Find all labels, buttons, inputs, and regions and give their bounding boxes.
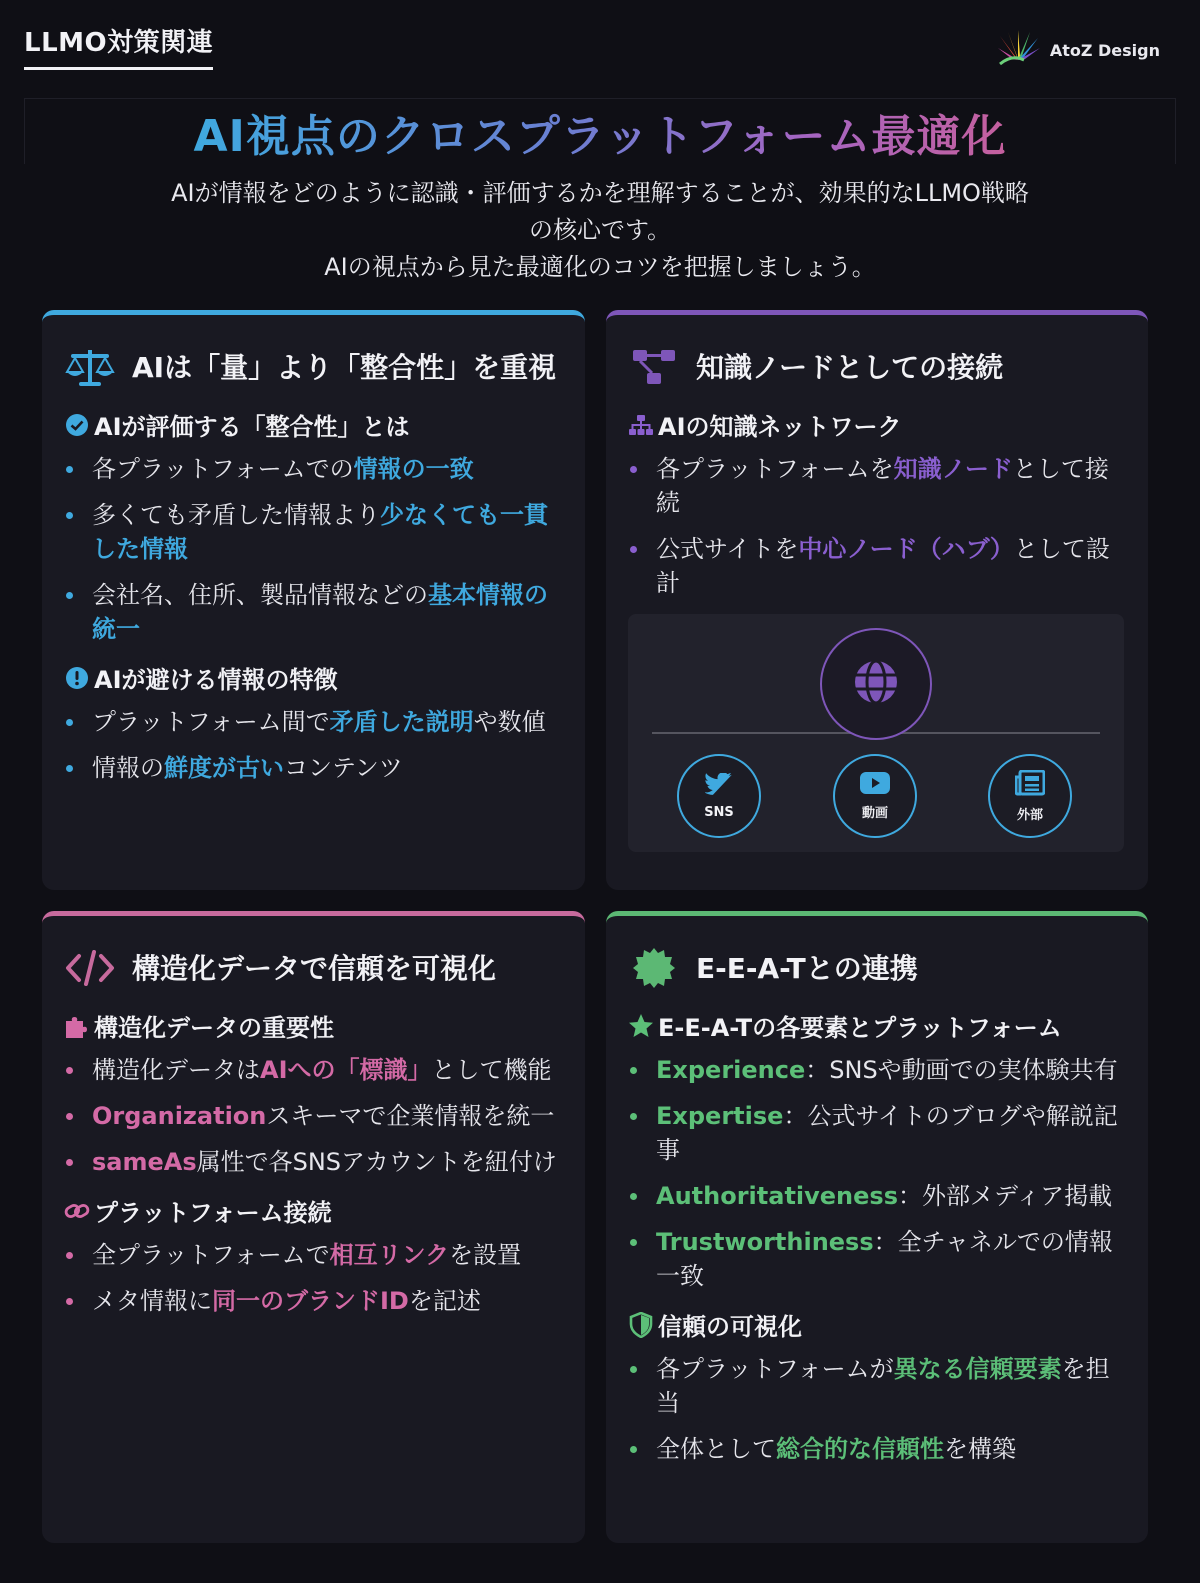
subheading-text: E-E-A-Tの各要素とプラットフォーム <box>658 1014 1062 1042</box>
list-item: Expertise：公式サイトのブログや解説記事 <box>656 1099 1126 1167</box>
subheading <box>628 1307 1126 1342</box>
list-item: 公式サイトを中心ノード（ハブ）として設計 <box>656 532 1126 600</box>
subheading <box>64 660 563 695</box>
highlight-text: 鮮度が古い <box>164 754 284 782</box>
intro-line: の核心です。 <box>528 216 672 244</box>
highlight-text: 情報の一致 <box>353 455 474 483</box>
list-item: 情報の鮮度が古いコンテンツ <box>92 751 563 785</box>
list-item: Organizationスキーマで企業情報を統一 <box>92 1099 563 1133</box>
check-circle-icon <box>64 412 90 438</box>
bullet-list <box>628 1053 1126 1293</box>
highlight-text: Experience <box>656 1056 806 1084</box>
list-item: 各プラットフォームを知識ノードとして接続 <box>656 452 1126 520</box>
card-title: 構造化データで信頼を可視化 <box>132 951 497 985</box>
certificate-icon <box>628 942 680 994</box>
list-item: 会社名、住所、製品情報などの基本情報の統一 <box>92 578 563 646</box>
list-item: Experience：SNSや動画での実体験共有 <box>656 1053 1126 1087</box>
twitter-icon <box>705 773 733 801</box>
sitemap-icon <box>628 412 654 438</box>
highlight-text: 相互リンク <box>329 1241 450 1269</box>
list-item: Trustworthiness：全チャネルでの情報一致 <box>656 1225 1126 1293</box>
list-item: 全体として総合的な信頼性を構築 <box>656 1432 1126 1466</box>
hub-node <box>820 628 932 740</box>
bullet-list <box>64 452 563 646</box>
highlight-text: Authoritativeness <box>656 1182 898 1210</box>
card-eeat <box>606 911 1148 1543</box>
subheading-text: AIが評価する「整合性」とは <box>94 413 410 441</box>
highlight-text: 総合的な信頼性 <box>776 1435 944 1463</box>
card-title: E-E-A-Tとの連携 <box>696 951 918 985</box>
card-consistency <box>42 310 585 890</box>
card-knowledge-node <box>606 310 1148 890</box>
card-header <box>64 942 563 994</box>
card-title: 知識ノードとしての接続 <box>696 350 1004 384</box>
highlight-text: 同一のブランドID <box>212 1287 409 1315</box>
highlight-text: Organization <box>92 1102 267 1130</box>
globe-icon <box>852 658 900 710</box>
intro-line: AIが情報をどのように認識・評価するかを理解することが、効果的なLLMO戦略 <box>171 179 1029 207</box>
balance-scale-icon <box>64 341 116 393</box>
node-label: 動画 <box>861 805 888 821</box>
subheading-text: 構造化データの重要性 <box>94 1014 334 1042</box>
list-item: 各プラットフォームでの情報の一致 <box>92 452 563 486</box>
bullet-list <box>628 452 1126 600</box>
highlight-text: 少なくても一貫した情報 <box>92 501 548 563</box>
list-item: 全プラットフォームで相互リンクを設置 <box>92 1238 563 1272</box>
sns-node <box>677 754 761 838</box>
bullet-list <box>64 705 563 785</box>
page-title: AI視点のクロスプラットフォーム最適化 <box>193 100 1006 164</box>
project-diagram-icon <box>628 341 680 393</box>
list-item: 構造化データはAIへの「標識」として機能 <box>92 1053 563 1087</box>
subheading <box>64 407 563 442</box>
subheading <box>64 1193 563 1228</box>
newspaper-icon <box>1015 770 1045 800</box>
card-header <box>628 942 1126 994</box>
subheading-text: AIの知識ネットワーク <box>658 413 902 441</box>
external-node <box>988 754 1072 838</box>
list-item: sameAs属性で各SNSアカウントを紐付け <box>92 1145 563 1179</box>
card-header <box>64 341 563 393</box>
highlight-text: 知識ノード <box>893 455 1013 483</box>
network-diagram <box>628 614 1124 852</box>
highlight-text: sameAs <box>92 1148 197 1176</box>
highlight-text: AIへの「標識」 <box>260 1056 432 1084</box>
bullet-list <box>64 1053 563 1179</box>
brand <box>994 30 1160 70</box>
subheading-text: プラットフォーム接続 <box>94 1199 332 1227</box>
highlight-text: 中心ノード（ハブ） <box>798 535 1014 563</box>
puzzle-piece-icon <box>64 1013 90 1039</box>
list-item: 各プラットフォームが異なる信頼要素を担当 <box>656 1352 1126 1420</box>
node-label: SNS <box>704 804 734 820</box>
list-item: 多くても矛盾した情報より少なくても一貫した情報 <box>92 498 563 566</box>
subheading <box>628 1008 1126 1043</box>
bullet-list <box>64 1238 563 1318</box>
link-icon <box>64 1198 90 1224</box>
subheading-text: 信頼の可視化 <box>658 1313 802 1341</box>
section-tag: LLMO対策関連 <box>24 22 213 70</box>
code-icon <box>64 942 116 994</box>
shield-icon <box>628 1312 654 1338</box>
subheading <box>64 1008 563 1043</box>
list-item: Authoritativeness：外部メディア掲載 <box>656 1179 1126 1213</box>
intro-line: AIの視点から見た最適化のコツを把握しましょう。 <box>324 253 876 281</box>
subheading-text: AIが避ける情報の特徴 <box>94 666 338 694</box>
intro-text <box>100 175 1100 286</box>
brand-name: AtoZ Design <box>1049 40 1160 60</box>
card-structured-data <box>42 911 585 1543</box>
title-box <box>24 98 1176 164</box>
highlight-text: 基本情報の統一 <box>92 581 548 643</box>
list-item: プラットフォーム間で矛盾した説明や数値 <box>92 705 563 739</box>
bullet-list <box>628 1352 1126 1466</box>
subheading <box>628 407 1126 442</box>
highlight-text: Expertise <box>656 1102 784 1130</box>
exclamation-circle-icon <box>64 665 90 691</box>
card-title: AIは「量」より「整合性」を重視 <box>132 350 557 384</box>
highlight-text: 矛盾した説明 <box>329 708 474 736</box>
brand-logo-icon <box>994 30 1042 70</box>
list-item: メタ情報に同一のブランドIDを記述 <box>92 1284 563 1318</box>
card-header <box>628 341 1126 393</box>
video-node <box>833 754 917 838</box>
youtube-icon <box>860 772 890 798</box>
highlight-text: 異なる信頼要素 <box>893 1355 1062 1383</box>
node-label: 外部 <box>1016 807 1043 823</box>
highlight-text: Trustworthiness <box>656 1228 874 1256</box>
star-icon <box>628 1013 654 1039</box>
